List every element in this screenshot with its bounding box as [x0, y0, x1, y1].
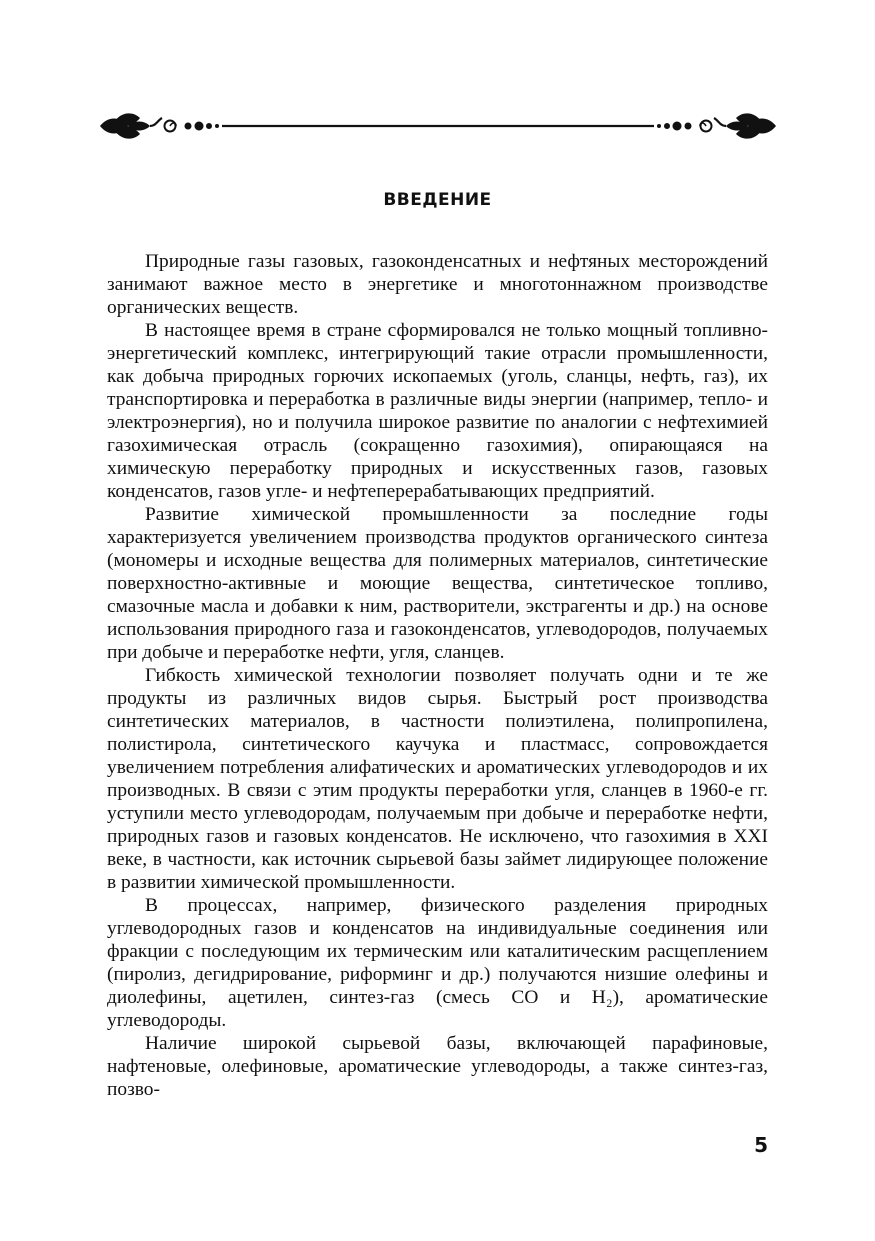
paragraph: В настоящее время в стране сформировался не только мощный топливно-энергетический комплекс, интегрирующий такие отрасли промышленности, как добыча природных горючих ископаемых (уголь, сланцы, нефть, газ), их транспортировка и переработка в различные виды энергии (например, тепло- и электроэнергия), но и получила широкое развитие по аналогии с нефтехимией газохимическая отрасль (сокращенно газохимия), опирающаяся на химическую переработку природных и искусственных газов, газовых конденсатов, газов угле- и нефтеперерабатывающих предприятий. — [107, 320, 768, 502]
page-number: 5 — [754, 1133, 768, 1157]
paragraph: Развитие химической промышленности за последние годы характеризуется увеличением производства продуктов органического синтеза (мономеры и исходные вещества для полимерных материалов, синтетические поверхностно-активные и моющие вещества, синтетическое топливо, смазочные масла и добавки к ним, растворители, экстрагенты и др.) на основе использования природного газа и газоконденсатов, углеводородов, получаемых при добыче и переработке нефти, угля, сланцев. — [107, 504, 768, 663]
paragraph: Природные газы газовых, газоконденсатных и нефтяных месторождений занимают важное место в энергетике и многотоннажном производстве органических веществ. — [107, 251, 768, 318]
decorative-vine-rule-icon — [98, 106, 778, 146]
body-text — [107, 250, 768, 1101]
paragraph: Гибкость химической технологии позволяет получать одни и те же продукты из различных видов сырья. Быстрый рост производства синтетических материалов, в частности полиэтилена, полипропилена, полистирола, синтетического каучука и пластмасс, сопровождается увеличением потребления алифатических и ароматических углеводородов и их производных. В связи с этим продукты переработки угля, сланцев в 1960-е гг. уступили место углеводородам, получаемым при добыче и переработке нефти, природных газов и газовых конденсатов. Не исключено, что газохимия в XXI веке, в частности, как источник сырьевой базы займет лидирующее положение в развитии химической промышленности. — [107, 665, 768, 893]
section-title: ВВЕДЕНИЕ — [383, 190, 492, 210]
paragraph: Наличие широкой сырьевой базы, включающей парафиновые, нафтеновые, олефиновые, ароматические углеводороды, а также синтез-газ, позво- — [107, 1033, 768, 1100]
paragraph: В процессах, например, физического разделения природных углеводородных газов и конденсатов на индивидуальные соединения или фракции с последующим их термическим или каталитическим расщеплением (пиролиз, дегидрирование, риформинг и др.) получаются низшие олефины и диолефины, ацетилен, синтез-газ (смесь CO и H₂), ароматические углеводороды. — [107, 895, 768, 1031]
